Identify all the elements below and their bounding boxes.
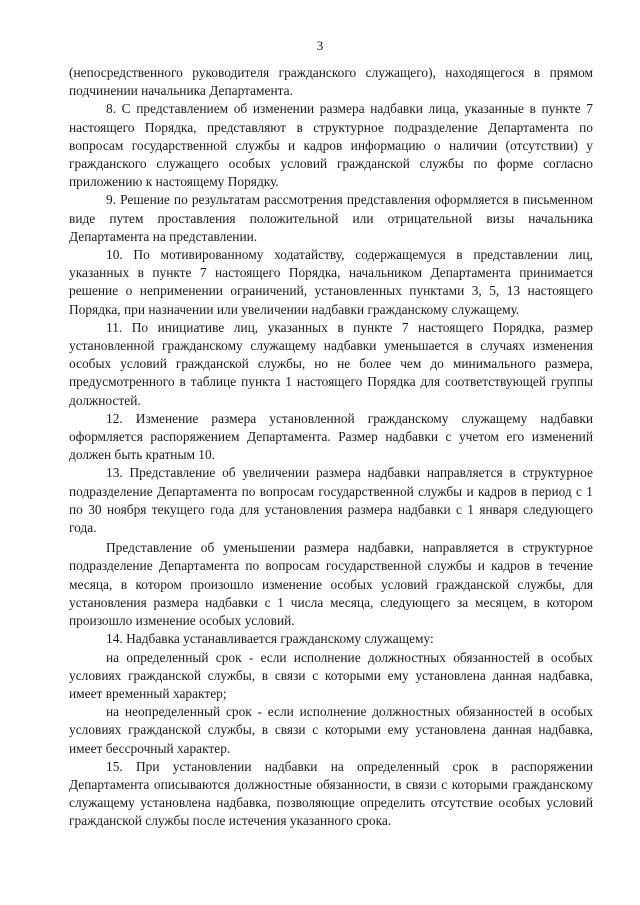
paragraph-item-13: 13. Представление об увеличении размера надбавки направляется в структурное подразделение Департамента по вопросам государственной службы и кадров в период с 1 по 30 ноября текущего года для установления размера надбавки с 1 января следующего года. (69, 465, 593, 536)
paragraph-item-8: 8. С представлением об изменении размера надбавки лица, указанные в пункте 7 настоящего Порядка, представляют в структурное подразделение Департамента по вопросам государственной службы и кадров информацию о наличии (отсутствии) у гражданского служащего особых условий гражданской службы по форме согласно приложению к настоящему Порядку. (69, 101, 593, 190)
paragraph-item-15: 15. При установлении надбавки на определенный срок в распоряжении Департамента описываются должностные обязанности, в связи с которыми гражданскому служащему установлена надбавка, позволяющие определить отсутствие особых условий гражданской службы после истечения указанного срока. (69, 758, 593, 829)
paragraph-item-14: 14. Надбавка устанавливается гражданскому служащему: (106, 631, 434, 647)
document-body (69, 64, 593, 831)
paragraph-item-9: 9. Решение по результатам рассмотрения представления оформляется в письменном виде путем проставления положительной или отрицательной визы начальника Департамента на представлении. (69, 192, 593, 244)
paragraph-item-11: 11. По инициативе лиц, указанных в пункте 7 настоящего Порядка, размер установленной гражданскому служащему надбавки уменьшается в случаях изменения особых условий гражданской службы, но не более чем до минимального размера, предусмотренного в таблице пункта 1 настоящего Порядка для соответствующей группы должностей. (69, 319, 593, 408)
paragraph-item-13-decrease: Представление об уменьшении размера надбавки, направляется в структурное подразделение Департамента по вопросам государственной службы и кадров в течение месяца, в котором произошло изменение особых условий гражданской службы, для установления размера надбавки с 1 числа месяца, следующего за месяцем, в котором произошло изменение особых условий. (69, 540, 593, 629)
paragraph-item-14-fixed-term: на определенный срок - если исполнение должностных обязанностей в особых условиях гражданской службы, в связи с которыми ему установлена данная надбавка, имеет временный характер; (69, 649, 593, 701)
paragraph-item-10: 10. По мотивированному ходатайству, содержащемуся в представлении лиц, указанных в пункте 7 настоящего Порядка, начальником Департамента принимается решение о неприменении ограничений, установленных пунктами 3, 5, 13 настоящего Порядка, при назначении или увеличении надбавки гражданскому служащему. (69, 247, 593, 317)
paragraph-continuation: (непосредственного руководителя гражданского служащего), находящегося в прямом подчинении начальника Департамента. (69, 65, 593, 99)
paragraph-item-14-indefinite-term: на неопределенный срок - если исполнение должностных обязанностей в особых условиях гражданской службы, в связи с которыми ему установлена данная надбавка, имеет бессрочный характер. (69, 704, 593, 756)
page-number: 3 (316, 38, 324, 53)
paragraph-item-12: 12. Изменение размера установленной гражданскому служащему надбавки оформляется распоряжением Департамента. Размер надбавки с учетом его изменений должен быть кратным 10. (69, 410, 593, 463)
